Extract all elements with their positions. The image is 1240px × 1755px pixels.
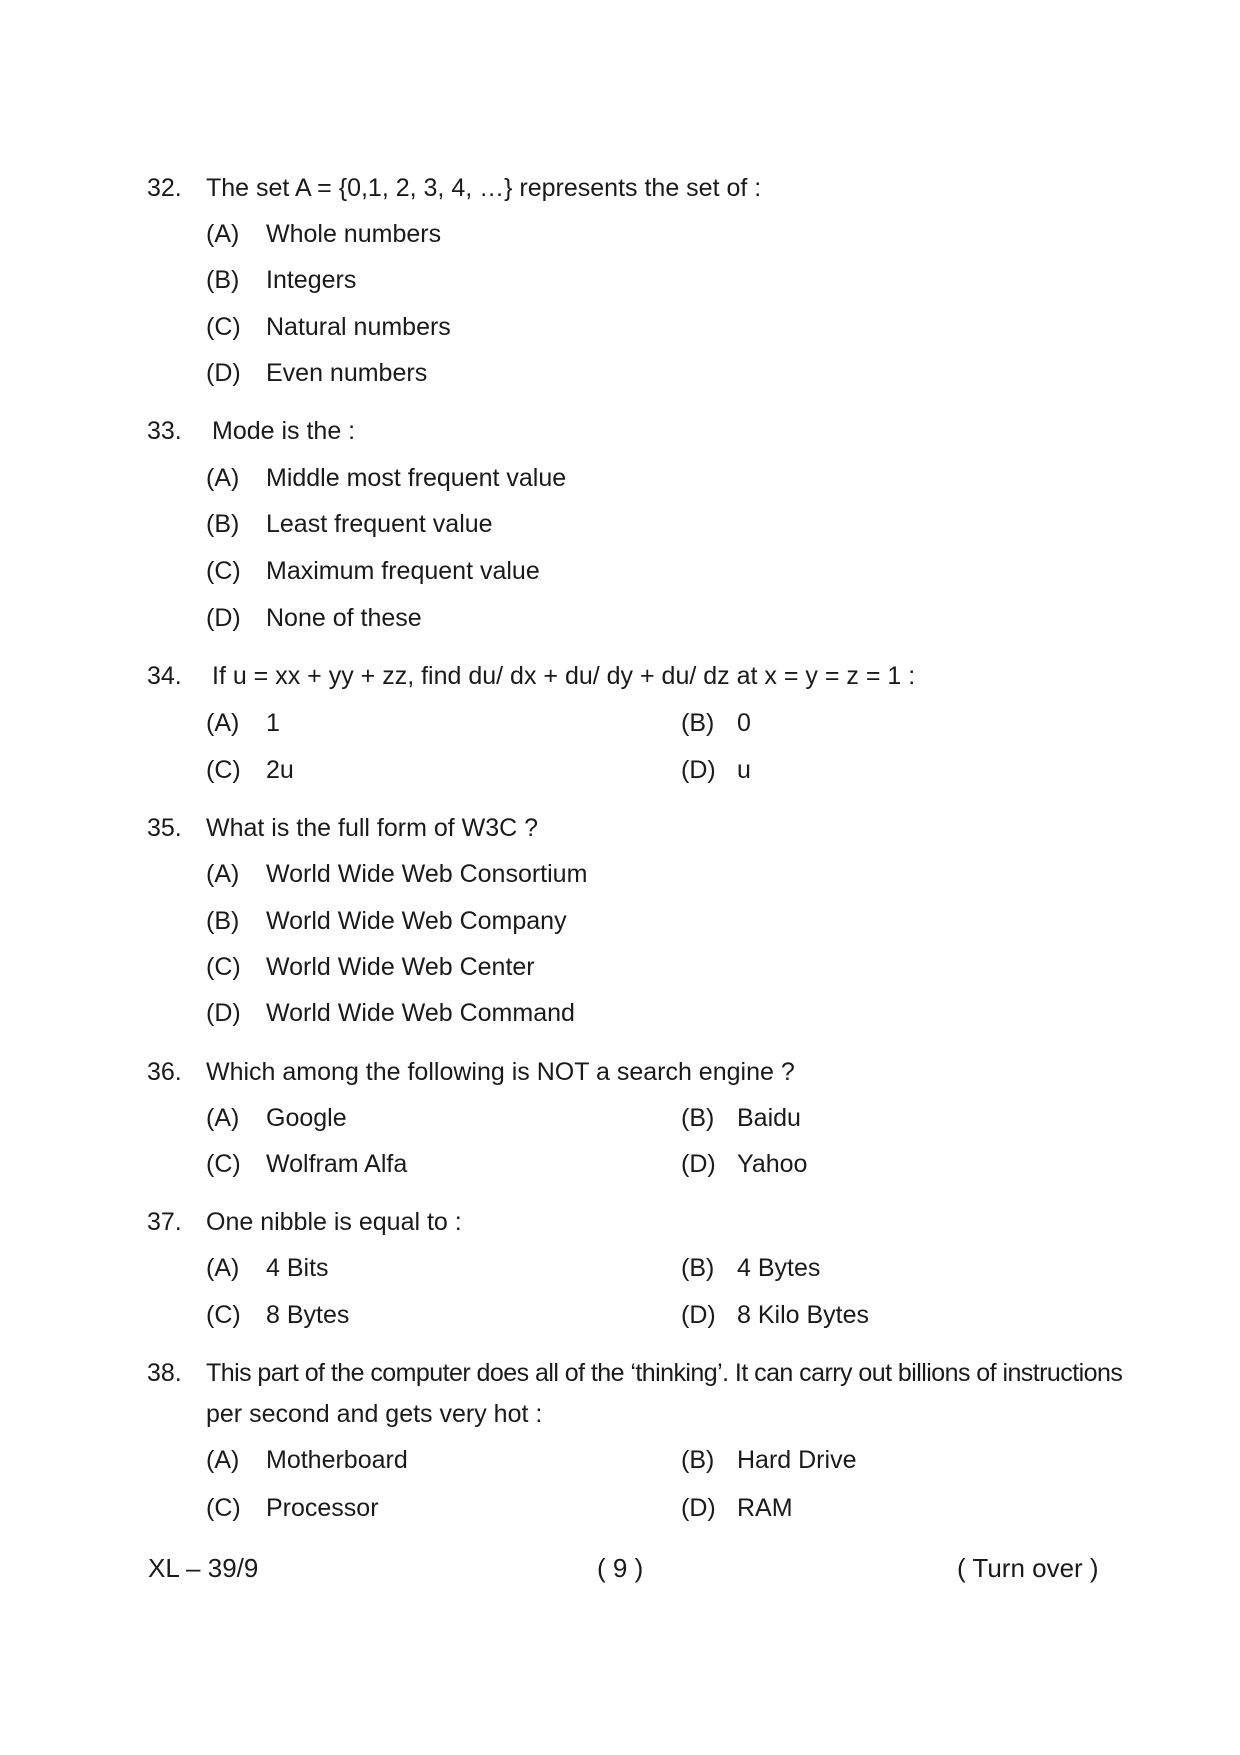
option-text: 0 [737, 709, 751, 737]
option-label: (C) [206, 756, 241, 784]
question-number: 35. [147, 814, 182, 842]
question-number: 38. [147, 1359, 182, 1387]
option-label: (A) [206, 1446, 240, 1474]
option-label: (C) [206, 953, 241, 981]
option-label: (C) [206, 1494, 241, 1522]
option-label: (D) [681, 1494, 716, 1522]
option-text: 4 Bytes [737, 1254, 821, 1282]
option-text: 8 Kilo Bytes [737, 1301, 870, 1329]
question-number: 34. [147, 662, 182, 690]
option-text: Even numbers [266, 359, 428, 387]
option-text: Least frequent value [266, 510, 493, 538]
option-text: None of these [266, 604, 422, 632]
option-text: 2u [266, 756, 294, 784]
option-text: Google [266, 1104, 347, 1132]
option-label: (D) [681, 756, 716, 784]
option-label: (C) [206, 557, 241, 585]
option-text: Maximum frequent value [266, 557, 540, 585]
question-text: This part of the computer does all of the ‘thinking’. It can carry out billions of instructions [206, 1359, 1123, 1387]
question-number: 37. [147, 1208, 182, 1236]
question-text: Mode is the : [212, 417, 356, 445]
question-text: Which among the following is NOT a search engine ? [206, 1058, 795, 1086]
option-text: Baidu [737, 1104, 801, 1132]
option-label: (B) [206, 510, 240, 538]
option-text: Motherboard [266, 1446, 408, 1474]
option-text: Hard Drive [737, 1446, 857, 1474]
option-text: 4 Bits [266, 1254, 329, 1282]
option-label: (D) [206, 359, 241, 387]
question-number: 33. [147, 417, 182, 445]
option-label: (B) [206, 266, 240, 294]
option-text: Integers [266, 266, 357, 294]
option-label: (C) [206, 1301, 241, 1329]
option-label: (D) [206, 604, 241, 632]
option-text: 1 [266, 709, 280, 737]
page-number: ( 9 ) [597, 1553, 644, 1583]
option-text: Processor [266, 1494, 379, 1522]
option-label: (B) [681, 709, 715, 737]
paper-code: XL – 39/9 [148, 1553, 259, 1583]
option-label: (C) [206, 1150, 241, 1178]
option-text: World Wide Web Center [266, 953, 535, 981]
option-label: (D) [681, 1150, 716, 1178]
option-text: World Wide Web Consortium [266, 860, 588, 888]
option-label: (A) [206, 1104, 240, 1132]
option-label: (D) [681, 1301, 716, 1329]
option-label: (C) [206, 313, 241, 341]
option-text: 8 Bytes [266, 1301, 350, 1329]
option-label: (A) [206, 220, 240, 248]
option-text: u [737, 756, 751, 784]
option-label: (B) [681, 1254, 715, 1282]
option-label: (B) [206, 907, 240, 935]
option-label: (A) [206, 860, 240, 888]
question-number: 32. [147, 174, 182, 202]
option-label: (A) [206, 464, 240, 492]
option-label: (A) [206, 1254, 240, 1282]
option-text: RAM [737, 1494, 793, 1522]
question-number: 36. [147, 1058, 182, 1086]
option-label: (A) [206, 709, 240, 737]
question-text: If u = xx + yy + zz, find du/ dx + du/ dy + du/ dz at x = y = z = 1 : [212, 662, 916, 690]
option-text: Yahoo [737, 1150, 808, 1178]
option-label: (B) [681, 1446, 715, 1474]
option-text: World Wide Web Company [266, 907, 567, 935]
question-text: One nibble is equal to : [206, 1208, 462, 1236]
option-text: Middle most frequent value [266, 464, 567, 492]
question-text-continued: per second and gets very hot : [206, 1400, 543, 1428]
turn-over-note: ( Turn over ) [957, 1553, 1099, 1583]
question-text: What is the full form of W3C ? [206, 814, 539, 842]
option-text: Wolfram Alfa [266, 1150, 408, 1178]
option-text: Whole numbers [266, 220, 442, 248]
option-text: Natural numbers [266, 313, 451, 341]
option-label: (B) [681, 1104, 715, 1132]
option-label: (D) [206, 999, 241, 1027]
option-text: World Wide Web Command [266, 999, 575, 1027]
question-text: The set A = {0,1, 2, 3, 4, …} represents the set of : [206, 174, 762, 202]
